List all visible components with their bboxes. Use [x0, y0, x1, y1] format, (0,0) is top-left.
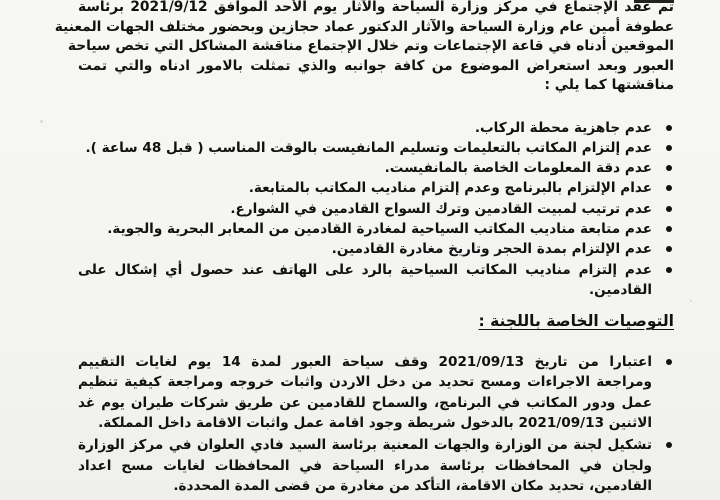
- issue-item: عدم دقة المعلومات الخاصة بالمانفيست.: [78, 158, 674, 178]
- issue-item: عدم إلتزام المكاتب بالتعليمات وتسليم المانفيست بالوقت المناسب ( قبل 48 ساعة ).: [78, 138, 674, 158]
- recommendation-line: ولجان في المحافظات برئاسة مدراء السياحة في المحافظات لغايات مسح اعداد: [78, 457, 652, 474]
- intro-line: تم عقد الإجتماع في مركز وزارة السياحة والآثار يوم الأحد الموافق 2021/9/12 برئاسة: [78, 0, 674, 15]
- intro-line: مناقشتها كما يلي :: [544, 77, 674, 93]
- recommendation-line: تشكيل لجنة من الوزارة والجهات المعنية برئاسة السيد فادي العلوان في مركز الوزارة: [78, 437, 652, 454]
- recommendation-item: [78, 435, 674, 496]
- recommendation-line: ومراجعة الاجراءات ومسح تحديد من دخل الاردن واثبات خروجه ومراجعة كيفية تنظيم: [78, 374, 652, 391]
- paper-speck: [690, 300, 692, 302]
- intro-paragraph: [54, 0, 674, 96]
- recommendation-line: عمل ودور المكاتب في البرنامج، والسماح للقادمين عن طريق شركات طيران يوم غد: [78, 394, 652, 411]
- recommendation-line: الاثنين 2021/09/13 بالدخول شريطة وجود اقامة عمل واثبات الاقامة داخل المملكة.: [98, 415, 652, 432]
- document-body: [54, 0, 674, 498]
- recommendations-heading: التوصيات الخاصة باللجنة :: [478, 312, 674, 331]
- issue-item: عدم جاهزية محطة الركاب.: [78, 118, 674, 138]
- issue-item: [78, 260, 674, 301]
- paper-speck: [40, 120, 43, 123]
- recommendations-list: [78, 352, 674, 496]
- intro-line: العبور وبعد استعراض الموضوع من كافة جوانبه والذي تمثلت بالامور ادناه والتي تمت: [78, 57, 674, 74]
- issue-item: عدم الإلتزام بمدة الحجر وتاريخ مغادرة القادمين.: [78, 239, 674, 259]
- recommendation-line: اعتبارا من تاريخ 2021/09/13 وقف سياحة العبور لمدة 14 يوم لغايات التقييم: [78, 354, 652, 371]
- issue-item-line: القادمين.: [589, 281, 652, 298]
- intro-line: الموقعين أدناه في قاعة الإجتماعات وتم خلال الإجتماع مناقشة المشاكل التي تخص سياحة: [67, 38, 674, 54]
- issues-list: [78, 118, 674, 301]
- issue-item-line: عدم إلتزام مناديب المكاتب السياحية بالرد على الهاتف عند حصول أي إشكال على: [78, 261, 652, 278]
- issue-item: عدام الإلتزام بالبرنامج وعدم إلتزام مناديب المكاتب بالمتابعة.: [78, 178, 674, 198]
- recommendation-item: [78, 352, 674, 433]
- intro-line: عطوفة أمين عام وزارة السياحة والآثار الدكتور عماد حجازين وبحضور مختلف الجهات المعنية: [54, 18, 674, 35]
- issue-item: عدم متابعة مناديب المكاتب السياحية لمغادرة القادمين من المعابر البحرية والجوية.: [78, 219, 674, 239]
- issue-item: عدم ترتيب لمبيت القادمين وترك السواح القادمين في الشوارع.: [78, 199, 674, 219]
- recommendation-line: القادمين، تحديد مكان الاقامة، التأكد من مغادرة من قضى المدة المحددة.: [173, 477, 652, 494]
